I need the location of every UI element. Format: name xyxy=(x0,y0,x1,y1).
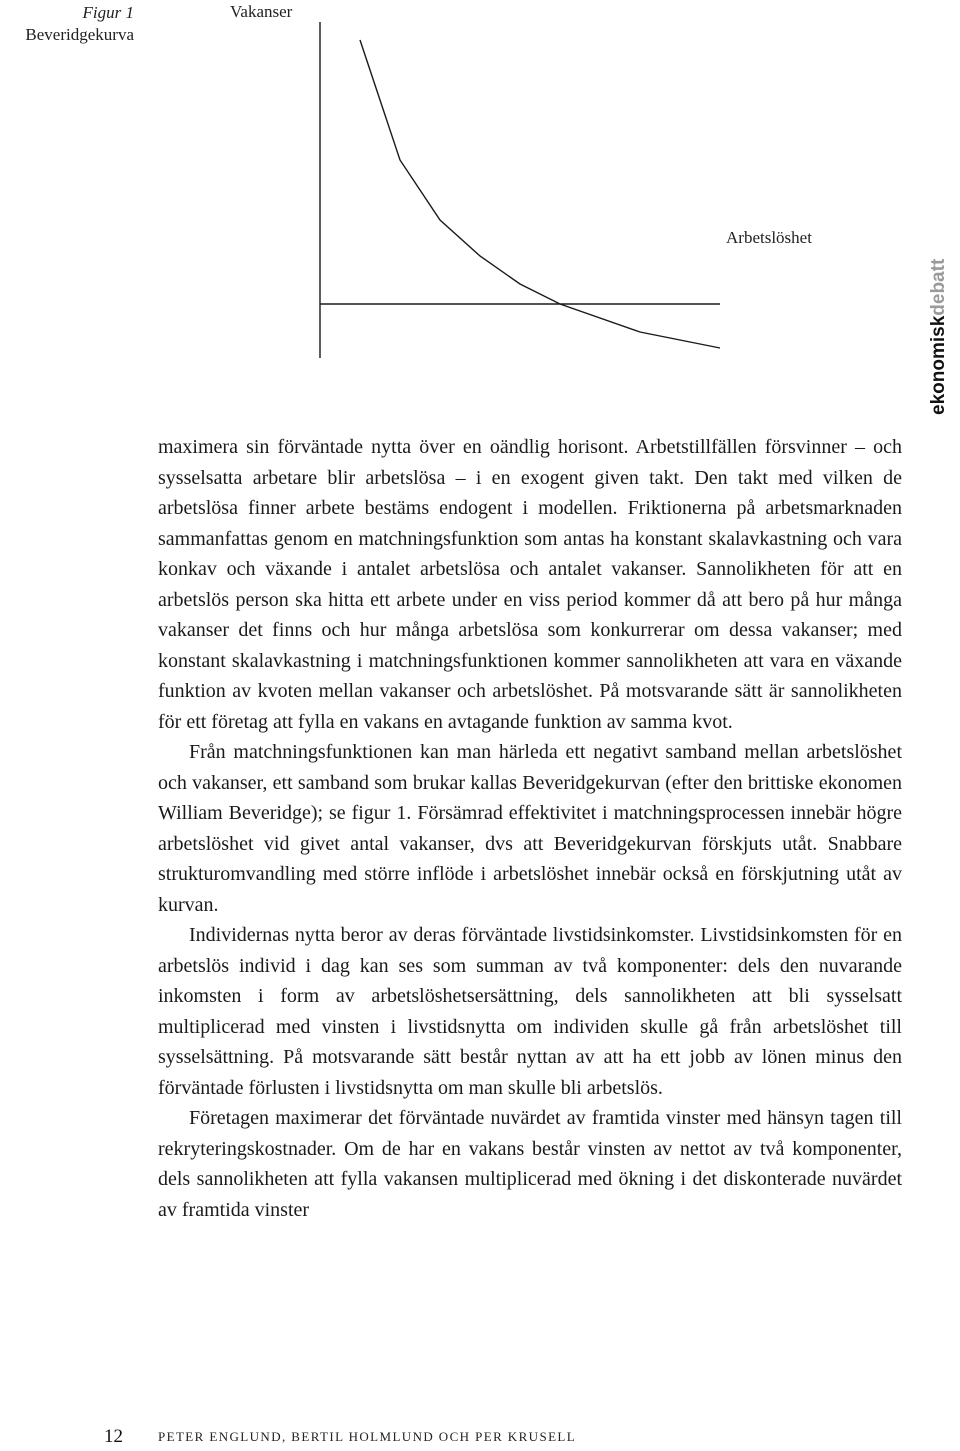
brand-part-1: ekonomisk xyxy=(928,315,949,415)
paragraph-1: maximera sin förväntade nytta över en oändlig horisont. Arbetstillfällen försvinner – och sysselsatta arbetare blir arbetslösa – i en exogent given takt. Den takt med vilken de arbetslösa finner arbete bestäms endogent i modellen. Friktionerna på arbetsmarknaden sammanfattas genom en matchningsfunktion som antas ha konstant skalavkastning och vara konkav och växande i antalet arbetslösa och antalet vakanser. Sannolikheten för att en arbetslös person ska hitta ett arbete under en viss period kommer då att bero på hur många vakanser det finns och hur många arbetslösa som konkurrerar om dessa vakanser; med konstant skalavkastning i matchningsfunktionen kommer sannolikheten att vara en växande funktion av kvoten mellan vakanser och arbetslöshet. På motsvarande sätt är sannolikheten för ett företag att fylla en vakans en avtagande funktion av samma kvot. xyxy=(158,436,902,733)
page-number: 12 xyxy=(104,1426,123,1447)
beveridge-curve xyxy=(360,40,720,348)
article-body xyxy=(158,432,902,1225)
figure-title: Beveridgekurva xyxy=(25,25,134,44)
page-footer xyxy=(0,1426,960,1448)
paragraph-2: Från matchningsfunktionen kan man härleda ett negativt samband mellan arbetslöshet och vakanser, ett samband som brukar kallas Beveridgekurvan (efter den brittiske ekonomen William Beveridge); se figur 1. Försämrad effektivitet i matchningsprocessen innebär högre arbetslöshet vid givet antal vakanser, dvs att Beveridgekurvan förskjuts utåt. Snabbare strukturomvandling med större inflöde i arbetslöshet innebär också en förskjutning utåt av kurvan. xyxy=(158,741,902,916)
journal-brand xyxy=(928,259,950,415)
paragraph-4: Företagen maximerar det förväntade nuvärdet av framtida vinster med hänsyn tagen till rekryteringskostnader. Om de har en vakans består vinsten av nettot av två komponenter, dels sannolikheten att fylla vakansen multiplicerad med ökning i det diskonterade nuvärdet av framtida vinster xyxy=(158,1107,902,1221)
footer-authors: PETER ENGLUND, BERTIL HOLMLUND OCH PER KRUSELL xyxy=(158,1429,577,1444)
brand-part-2: debatt xyxy=(928,258,949,316)
y-axis-label: Vakanser xyxy=(230,2,293,21)
x-axis-label: Arbetslöshet xyxy=(726,228,812,247)
paragraph-3: Individernas nytta beror av deras förväntade livstidsinkomster. Livstidsinkomsten för en arbetslös individ i dag kan ses som summan av två komponenter: dels den nuvarande inkomsten i form av arbetslöshetsersättning, dels sannolikheten att bli sysselsatt multiplicerad med vinsten i livstidsnytta om individen skulle gå från arbetslöshet till sysselsättning. På motsvarande sätt består nyttan av att ha ett jobb av lönen minus den förväntade förlusten i livstidsnytta om man skulle bli arbetslös. xyxy=(158,924,902,1099)
figure-label: Figur 1 xyxy=(82,3,134,22)
beveridge-chart xyxy=(0,0,960,420)
